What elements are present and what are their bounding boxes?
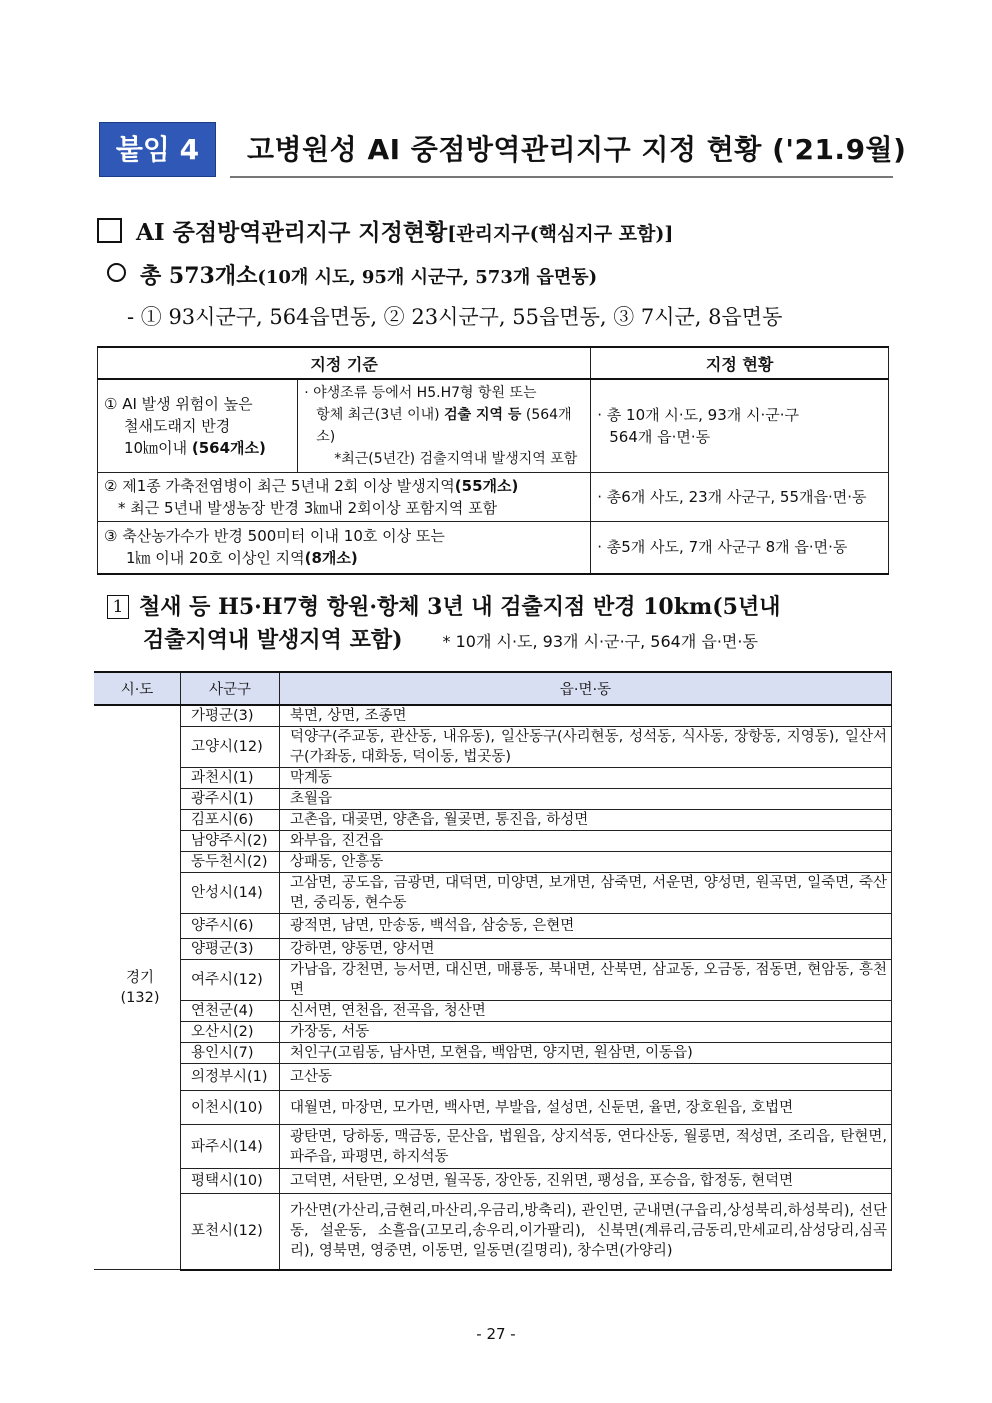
table-row — [94, 1022, 892, 1043]
sido-name: 경기 — [125, 969, 154, 986]
criteria-count: (8개소) — [304, 549, 358, 568]
sigungu-cell: 과천시(1) — [181, 768, 280, 789]
criteria-text: ① AI 발생 위험이 높은 — [104, 395, 253, 413]
criteria-note: *최근(5년간) 검출지역내 발생지역 포함 — [334, 451, 578, 467]
total-bullet-detail: (10개 시도, 95개 시군구, 573개 읍면동) — [257, 267, 598, 288]
eupmyeondong-cell: 신서면, 연천읍, 전곡읍, 청산면 — [280, 1001, 892, 1022]
section-heading-small: [관리지구(핵심지구 포함)] — [447, 223, 674, 245]
header-sido: 시·도 — [94, 672, 181, 705]
subsection-title-line2: 검출지역내 발생지역 포함) — [143, 627, 403, 653]
sigungu-cell: 동두천시(2) — [181, 852, 280, 873]
criteria-basis-cell — [98, 379, 298, 473]
sigungu-cell: 양평군(3) — [181, 939, 280, 960]
table-row — [94, 727, 892, 768]
sigungu-cell: 연천군(4) — [181, 1001, 280, 1022]
status-text: 564개 읍·면·동 — [609, 428, 711, 446]
sigungu-cell: 가평군(3) — [181, 705, 280, 727]
sigungu-cell: 포천시(12) — [181, 1194, 280, 1270]
eupmyeondong-cell: 고덕면, 서탄면, 오성면, 월곡동, 장안동, 진위면, 팽성읍, 포승읍, 합정동, 현덕면 — [280, 1169, 892, 1194]
attachment-badge: 붙임 4 — [99, 122, 216, 177]
criteria-text: 철새도래지 반경 — [124, 417, 231, 435]
criteria-count: (55개소) — [454, 477, 519, 495]
sigungu-cell: 평택시(10) — [181, 1169, 280, 1194]
sigungu-cell: 이천시(10) — [181, 1091, 280, 1125]
eupmyeondong-cell: 초월읍 — [280, 789, 892, 810]
table-row — [94, 1194, 892, 1270]
title-underline — [230, 176, 893, 178]
header-eupmyeondong: 읍·면·동 — [280, 672, 892, 705]
table-row — [94, 1064, 892, 1091]
subsection-title-line1: 철새 등 H5·H7형 항원·항체 3년 내 검출지점 반경 10km(5년내 — [139, 594, 781, 620]
sigungu-cell: 파주시(14) — [181, 1125, 280, 1169]
section-heading-main: AI 중점방역관리지구 지정현황 — [136, 219, 448, 246]
circle-bullet-icon — [107, 263, 126, 282]
designation-table — [94, 671, 892, 1271]
criteria-row — [98, 522, 889, 574]
criteria-status-cell: · 총5개 사도, 7개 사군구 8개 읍·면·동 — [591, 522, 889, 574]
eupmyeondong-cell: 고촌읍, 대곶면, 양촌읍, 월곶면, 통진읍, 하성면 — [280, 810, 892, 831]
criteria-text: · 야생조류 등에서 H5.H7형 항원 또는 — [304, 385, 537, 401]
page-title: 고병원성 AI 중점방역관리지구 지정 현황 ('21.9월) — [247, 133, 907, 166]
title-bar — [99, 122, 907, 178]
subsection-number: 1 — [107, 595, 129, 619]
header-sigungu: 사군구 — [181, 672, 280, 705]
criteria-text: 10㎞이내 — [124, 439, 192, 457]
eupmyeondong-cell: 강하면, 양동면, 양서면 — [280, 939, 892, 960]
table-row — [94, 810, 892, 831]
criteria-text: 항체 최근(3년 이내) — [316, 407, 445, 423]
table-row — [94, 939, 892, 960]
table-row — [94, 1125, 892, 1169]
criteria-row — [98, 473, 889, 522]
eupmyeondong-cell: 상패동, 안흥동 — [280, 852, 892, 873]
eupmyeondong-cell: 덕양구(주교동, 관산동, 내유동), 일산동구(사리현동, 성석동, 식사동, 장항동, 지영동), 일산서구(가좌동, 대화동, 덕이동, 법곳동) — [280, 727, 892, 768]
total-bullet — [107, 259, 597, 290]
criteria-table — [97, 346, 889, 575]
eupmyeondong-cell: 북면, 상면, 조종면 — [280, 705, 892, 727]
criteria-text: 1㎞ 이내 20호 이상인 지역 — [126, 549, 305, 568]
designation-table-body — [94, 705, 892, 1270]
criteria-status-cell: · 총6개 사도, 23개 사군구, 55개읍·면·동 — [591, 473, 889, 522]
eupmyeondong-cell: 고삼면, 공도읍, 금광면, 대덕면, 미양면, 보개면, 삼죽면, 서운면, 양성면, 원곡면, 일죽면, 죽산면, 중리동, 현수동 — [280, 873, 892, 914]
total-bullet-main: 총 573개소 — [140, 263, 258, 289]
checkbox-square-icon — [97, 218, 122, 243]
sigungu-cell: 여주시(12) — [181, 960, 280, 1001]
sigungu-cell: 양주시(6) — [181, 914, 280, 939]
table-row — [94, 831, 892, 852]
table-row — [94, 768, 892, 789]
eupmyeondong-cell: 고산동 — [280, 1064, 892, 1091]
eupmyeondong-cell: 가남읍, 강천면, 능서면, 대신면, 매룡동, 북내면, 산북면, 삼교동, 오금동, 점동면, 현암동, 흥천면 — [280, 960, 892, 1001]
subsection-heading — [107, 591, 780, 658]
table-row — [94, 789, 892, 810]
sigungu-cell: 의정부시(1) — [181, 1064, 280, 1091]
subsection-note: * 10개 시·도, 93개 시·군·구, 564개 읍·면·동 — [442, 632, 758, 651]
eupmyeondong-cell: 막계동 — [280, 768, 892, 789]
table-row — [94, 1001, 892, 1022]
criteria-text: ③ 축산농가수가 반경 500미터 이내 10호 이상 또는 — [104, 527, 445, 546]
status-text: · 총 10개 시·도, 93개 시·군·구 — [597, 406, 800, 424]
table-row — [94, 914, 892, 939]
table-row — [94, 960, 892, 1001]
sigungu-cell: 안성시(14) — [181, 873, 280, 914]
sido-count: (132) — [120, 989, 160, 1006]
eupmyeondong-cell: 처인구(고림동, 남사면, 모현읍, 백암면, 양지면, 원삼면, 이동읍) — [280, 1043, 892, 1064]
criteria-detail-cell — [298, 379, 591, 473]
criteria-bold-text: 검출 지역 등 — [444, 407, 522, 423]
criteria-row — [98, 379, 889, 473]
sigungu-cell: 광주시(1) — [181, 789, 280, 810]
table-row — [94, 1091, 892, 1125]
sigungu-cell: 용인시(7) — [181, 1043, 280, 1064]
sigungu-cell: 남양주시(2) — [181, 831, 280, 852]
page-number: - 27 - — [476, 1325, 516, 1343]
section-heading — [97, 214, 673, 247]
criteria-note: * 최근 5년내 발생농장 반경 3㎞내 2회이상 포함지역 포함 — [118, 499, 498, 517]
criteria-basis-cell — [98, 522, 591, 574]
criteria-status-cell — [591, 379, 889, 473]
sigungu-cell: 오산시(2) — [181, 1022, 280, 1043]
eupmyeondong-cell: 대월면, 마장면, 모가면, 백사면, 부발읍, 설성면, 신둔면, 율면, 장호원읍, 호법면 — [280, 1091, 892, 1125]
criteria-header-basis: 지정 기준 — [98, 347, 591, 379]
table-row — [94, 705, 892, 727]
eupmyeondong-cell: 가산면(가산리,금현리,마산리,우금리,방축리), 관인면, 군내면(구읍리,상성북리,하성북리), 선단동, 설운동, 소흘읍(고모리,송우리,이가팔리), 신북면(계류리,금동리,만세교리,삼성당리,심곡리), 영북면, 영중면, 이동면, 일동면(길명리), 창수면(가양리) — [280, 1194, 892, 1270]
table-row — [94, 873, 892, 914]
sigungu-cell: 고양시(12) — [181, 727, 280, 768]
eupmyeondong-cell: 광탄면, 당하동, 맥금동, 문산읍, 법원읍, 상지석동, 연다산동, 월롱면, 적성면, 조리읍, 탄현면, 파주읍, 파평면, 하지석동 — [280, 1125, 892, 1169]
table-row — [94, 852, 892, 873]
sido-cell — [94, 705, 181, 1270]
table-row — [94, 1043, 892, 1064]
sub-bullet: - ① 93시군구, 564읍면동, ② 23시군구, 55읍면동, ③ 7시군, 8읍면동 — [127, 305, 783, 329]
eupmyeondong-cell: 와부읍, 진건읍 — [280, 831, 892, 852]
eupmyeondong-cell: 가장동, 서동 — [280, 1022, 892, 1043]
criteria-text: (564개소) — [316, 407, 572, 445]
criteria-count: (564개소) — [191, 439, 266, 457]
criteria-text: ② 제1종 가축전염병이 최근 5년내 2회 이상 발생지역 — [104, 477, 455, 495]
sigungu-cell: 김포시(6) — [181, 810, 280, 831]
criteria-basis-cell — [98, 473, 591, 522]
criteria-header-status: 지정 현황 — [591, 347, 889, 379]
eupmyeondong-cell: 광적면, 남면, 만송동, 백석읍, 삼숭동, 은현면 — [280, 914, 892, 939]
table-row — [94, 1169, 892, 1194]
